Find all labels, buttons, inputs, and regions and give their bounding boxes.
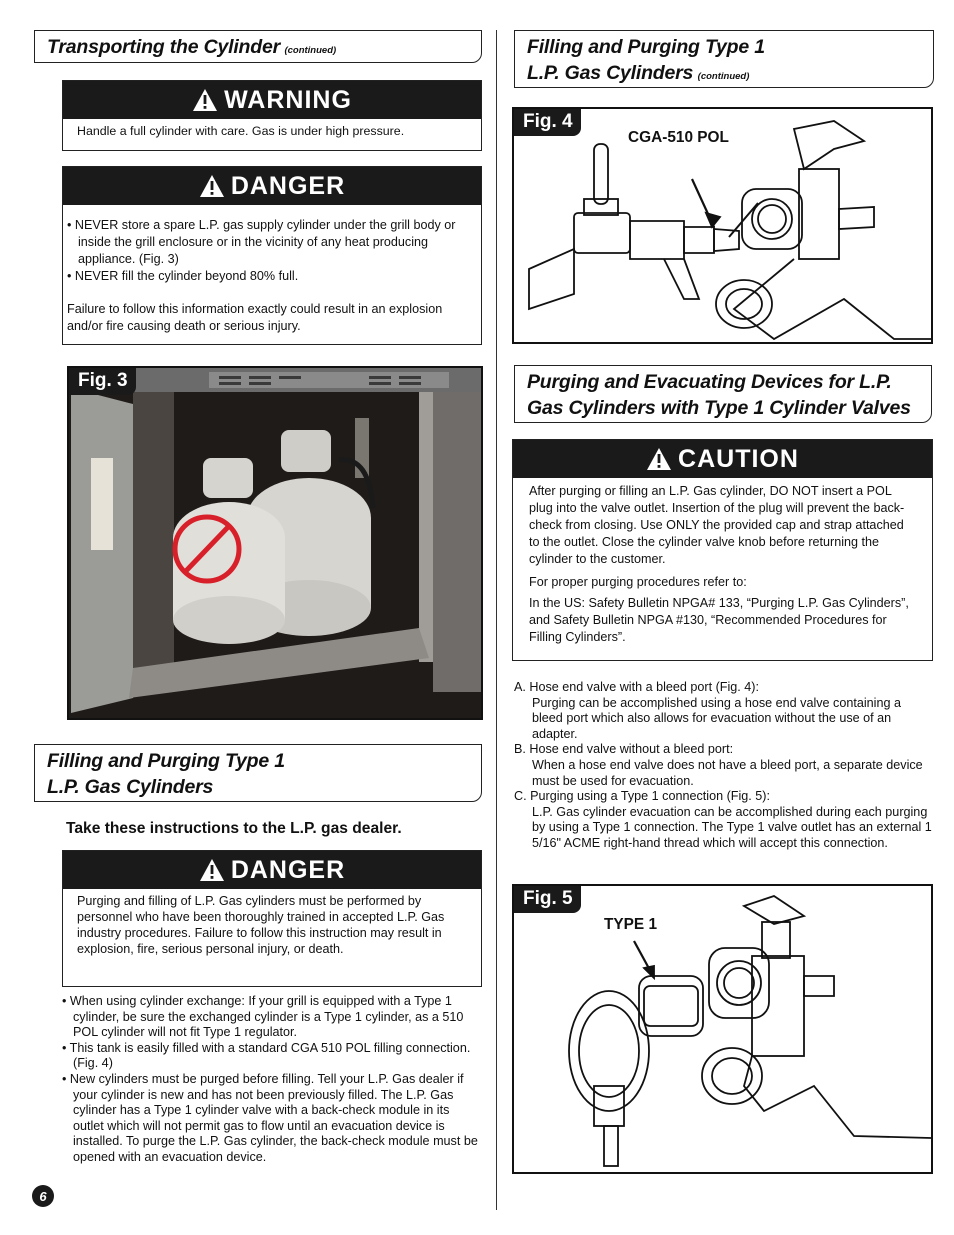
warning-triangle-icon: [646, 447, 672, 471]
list-item-head: C. Purging using a Type 1 connection (Fig. 5):: [514, 789, 770, 804]
figure-4: [512, 107, 933, 344]
list-item-head: B. Hose end valve without a bleed port:: [514, 742, 734, 757]
caution-label: CAUTION: [678, 444, 799, 473]
fig4-callout: CGA-510 POL: [628, 129, 729, 146]
filling-cont-line2: L.P. Gas Cylinders: [527, 62, 694, 84]
warning-triangle-icon: [192, 88, 218, 112]
list-item-head: A. Hose end valve with a bleed port (Fig. 4):: [514, 680, 760, 694]
purging-header: [514, 365, 932, 423]
transport-continued: (continued): [284, 45, 337, 56]
danger-bar: [63, 167, 481, 205]
list-item-body: When a hose end valve does not have a bleed port, a separate device must be used for evacuation.: [532, 757, 923, 788]
figure-3-photo: [69, 368, 481, 718]
danger-bar: [63, 851, 481, 889]
filling-cont-line1: Filling and Purging Type 1: [527, 36, 765, 58]
fig4-label: Fig. 4: [514, 109, 581, 136]
list-item: • This tank is easily filled with a standard CGA 510 POL filling connection. (Fig. 4): [62, 1040, 471, 1071]
caution-body: [513, 478, 932, 646]
fig3-label: Fig. 3: [69, 368, 136, 395]
danger-bullet: • NEVER store a spare L.P. gas supply cylinder under the grill body or inside the grill enclosure or in the vicinity of any heat producing appliance. (Fig. 3): [67, 218, 456, 266]
filling-continued: (continued): [697, 71, 750, 82]
warning-triangle-icon: [199, 174, 225, 198]
figure-5-drawing: [514, 886, 931, 1172]
danger-label: DANGER: [230, 855, 346, 884]
warning-label: WARNING: [224, 85, 352, 114]
caution-refs: In the US: Safety Bulletin NPGA# 133, “Purging L.P. Gas Cylinders”, and Safety Bulletin NPGA #130, “Recommended Procedures for Filling Cylinders”.: [529, 596, 909, 644]
danger-box-storage: [62, 166, 482, 345]
page-number-text: 6: [39, 1188, 47, 1204]
purging-title-line1: Purging and Evacuating Devices for L.P.: [527, 371, 892, 393]
danger-footer: Failure to follow this information exactly could result in an explosion and/or fire causing death or serious injury.: [67, 302, 443, 333]
danger-bullet: • NEVER fill the cylinder beyond 80% full.: [67, 269, 299, 283]
column-divider: [496, 30, 497, 1210]
list-item-body: L.P. Gas cylinder evacuation can be accomplished during each purging by using a Type 1 connection. The Type 1 valve outlet has an external 1 5/16" ACME right-hand thread which will accept this connection.: [532, 804, 932, 850]
fig5-label: Fig. 5: [514, 886, 581, 913]
transport-header: [34, 30, 482, 63]
page-number: [32, 1185, 54, 1207]
list-item: • New cylinders must be purged before filling. Tell your L.P. Gas dealer if your cylinder is new and has not been previously filled. The L.P. Gas cylinder has a Type 1 cylinder valve with a back-check module in its outlet which will not permit gas to flow until an evacuation device is installed. To purge the L.P. Gas cylinder, the back-check module must be opened with an evacuation device.: [62, 1071, 478, 1164]
warning-text: Handle a full cylinder with care. Gas is under high pressure.: [77, 124, 405, 138]
figure-5: [512, 884, 933, 1174]
filling-continued-header: [514, 30, 934, 88]
caution-refer: For proper purging procedures refer to:: [529, 575, 747, 589]
caution-bar: [513, 440, 932, 478]
transport-title: Transporting the Cylinder: [47, 36, 280, 58]
danger-purging-text: Purging and filling of L.P. Gas cylinders must be performed by personnel who have been thoroughly trained in accepted L.P. Gas industry procedures. Failure to follow this instruction may result in explosion, fire, serious personal injury, or death.: [77, 894, 445, 956]
list-item-body: Purging can be accomplished using a hose end valve containing a bleed port which also allows for evacuation without the use of an adapter.: [532, 695, 901, 741]
take-instructions: Take these instructions to the L.P. gas dealer.: [66, 820, 402, 837]
list-item: • When using cylinder exchange: If your grill is equipped with a Type 1 cylinder, be sure the exchanged cylinder is a Type 1 cylinder, as a 510 POL cylinder will not fit Type 1 regulator.: [62, 994, 464, 1040]
warning-triangle-icon: [199, 858, 225, 882]
right-lettered-list: [514, 680, 934, 852]
danger-box-purging: [62, 850, 482, 987]
filling-title-line1: Filling and Purging Type 1: [47, 750, 285, 772]
danger-label: DANGER: [230, 171, 346, 200]
filling-header: [34, 744, 482, 802]
warning-bar: [63, 81, 481, 119]
caution-text: After purging or filling an L.P. Gas cylinder, DO NOT insert a POL plug into the valve outlet. Insertion of the plug will prevent the back-check from closing. Use ONLY the provided cap and strap attached to the outlet. Close the cylinder valve knob before returning the cylinder to the customer.: [529, 484, 905, 566]
filling-title-line2: L.P. Gas Cylinders: [47, 776, 214, 798]
left-bullet-list: [62, 994, 480, 1166]
danger-body: [63, 205, 481, 335]
caution-box: [512, 439, 933, 661]
fig5-callout: TYPE 1: [604, 916, 658, 933]
warning-box: [62, 80, 482, 151]
purging-title-line2: Gas Cylinders with Type 1 Cylinder Valves: [527, 397, 911, 419]
figure-3: [67, 366, 483, 720]
